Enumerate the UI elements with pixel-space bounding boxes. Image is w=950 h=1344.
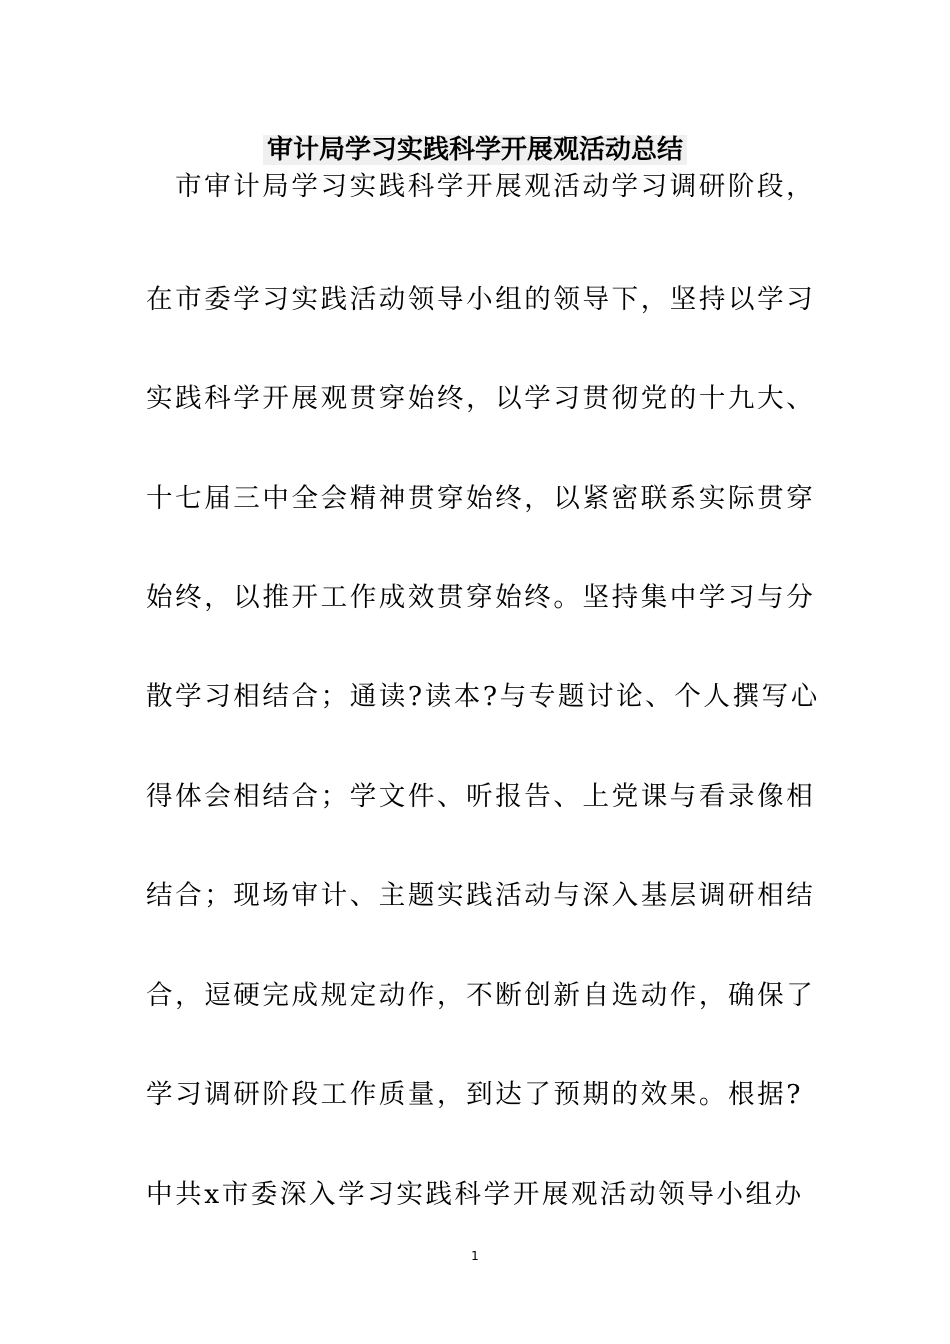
paragraph-line: 市审计局学习实践科学开展观活动学习调研阶段，	[175, 171, 816, 202]
paragraph-line: 中共x市委深入学习实践科学开展观活动领导小组办	[146, 1179, 804, 1210]
paragraph-line: 在市委学习实践活动领导小组的领导下，坚持以学习	[146, 284, 816, 315]
paragraph-line: 始终，以推开工作成效贯穿始终。坚持集中学习与分	[146, 582, 816, 613]
paragraph-line: 学习调研阶段工作质量，到达了预期的效果。根据?	[146, 1079, 804, 1110]
paragraph-line: 合，逗硬完成规定动作，不断创新自选动作，确保了	[146, 980, 816, 1011]
document-title-text: 审计局学习实践科学开展观活动总结	[263, 135, 687, 165]
paragraph-line: 得体会相结合；学文件、听报告、上党课与看录像相	[146, 781, 816, 812]
paragraph-line: 十七届三中全会精神贯穿始终，以紧密联系实际贯穿	[146, 483, 816, 514]
page-number: 1	[471, 1249, 479, 1263]
paragraph-line: 实践科学开展观贯穿始终，以学习贯彻党的十九大、	[146, 383, 816, 414]
document-title	[0, 130, 950, 170]
paragraph-line: 结合；现场审计、主题实践活动与深入基层调研相结	[146, 880, 816, 911]
paragraph-line: 散学习相结合；通读?读本?与专题讨论、个人撰写心	[146, 681, 820, 712]
